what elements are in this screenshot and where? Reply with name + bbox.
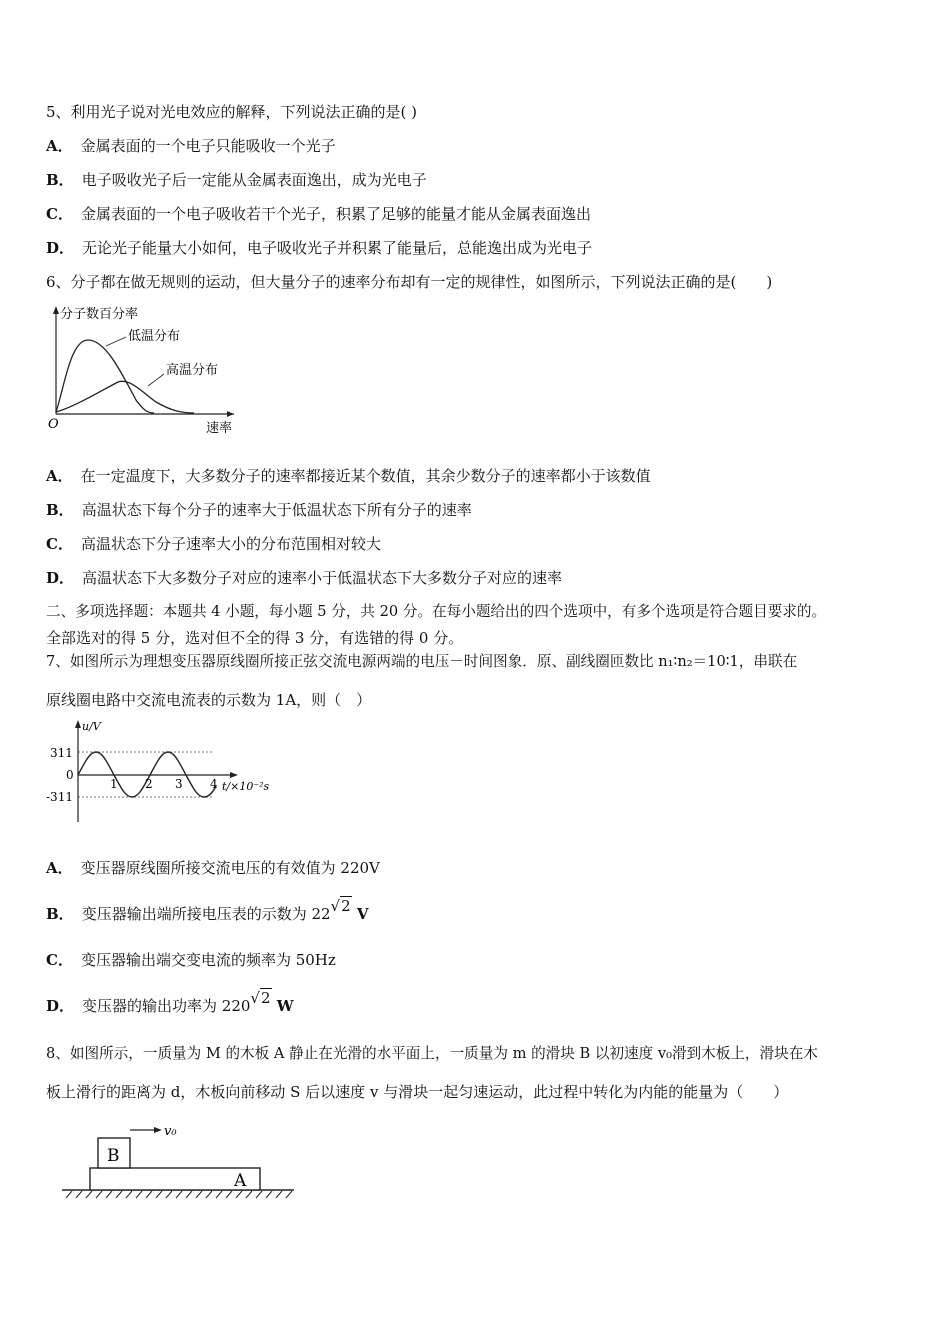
q6-speed-distribution-figure [44,304,244,438]
x-axis-arrow-icon [227,411,234,417]
option-text: 在一定温度下，大多数分子的速率都接近某个数值，其余少数分子的速率都小于该数值 [80,467,651,485]
y-axis-arrow-icon [53,306,59,314]
slider-b-label: B [107,1146,120,1166]
option-label: B． [46,905,74,923]
q7-stem-line2: 原线圈电路中交流电流表的示数为 1A，则（ ） [46,691,372,709]
q5-option-a[interactable] [46,136,336,156]
x-tick-3: 3 [175,777,183,791]
option-label: D． [46,997,75,1015]
option-unit: V [351,905,369,923]
q6-option-c[interactable] [46,534,381,554]
q7-option-c[interactable] [46,950,336,970]
q7-option-b[interactable] [46,897,369,924]
low-temp-pointer [106,337,126,346]
x-tick-4: 4 [210,777,218,791]
q5-option-b[interactable] [46,170,427,190]
x-axis-arrow-icon [230,772,238,778]
y-tick-positive: 311 [50,746,73,760]
x-tick-1: 1 [110,777,118,791]
option-text: 无论光子能量大小如何，电子吸收光子并积累了能量后，总能逸出成为光电子 [82,239,593,257]
high-temp-pointer [148,374,164,386]
x-axis-label: t/×10⁻²s [222,780,270,793]
option-text: 高温状态下每个分子的速率大于低温状态下所有分子的速率 [81,501,472,519]
velocity-label: v₀ [164,1124,177,1139]
x-tick-2: 2 [145,777,153,791]
option-text: 变压器输出端交变电流的频率为 50Hz [80,951,336,969]
low-temp-label: 低温分布 [128,329,181,344]
y-axis-label: u/V [82,720,101,733]
option-text: 变压器原线圈所接交流电压的有效值为 220V [80,859,380,877]
option-label: C． [46,951,73,969]
option-label: C． [46,535,73,553]
sqrt-symbol: √2 [250,989,271,1007]
option-text: 高温状态下分子速率大小的分布范围相对较大 [80,535,381,553]
q8-board-slider-figure [58,1118,298,1202]
section-heading-line1: 二、多项选择题：本题共 4 小题，每小题 5 分，共 20 分。在每小题给出的四个选项中，有多个选项是符合题目要求的。 [46,603,827,620]
y-tick-zero: 0 [66,768,74,782]
q5-stem: 5、利用光子说对光电效应的解释，下列说法正确的是( ) [46,103,418,121]
board-a-label: A [234,1171,247,1191]
radicand: 2 [260,989,271,1007]
q8-stem-line1: 8、如图所示，一质量为 M 的木板 A 静止在光滑的水平面上，一质量为 m 的滑块 B 以初速度 v₀滑到木板上，滑块在木 [46,1045,818,1062]
y-axis-arrow-icon [75,720,81,728]
q7-option-d[interactable] [46,989,294,1016]
q7-option-a[interactable] [46,858,380,878]
velocity-arrow-icon [154,1127,162,1133]
q6-option-a[interactable] [46,466,651,486]
q7-stem-line1: 7、如图所示为理想变压器原线圈所接正弦交流电源两端的电压－时间图象．原、副线圈匝数比 n₁∶n₂＝10∶1，串联在 [46,653,798,670]
q6-stem: 6、分子都在做无规则的运动，但大量分子的速率分布却有一定的规律性，如图所示，下列说法正确的是( ) [46,273,773,291]
option-text: 变压器输出端所接电压表的示数为 22 [81,905,331,923]
q8-stem-line2: 板上滑行的距离为 d，木板向前移动 S 后以速度 v 与滑块一起匀速运动，此过程中转化为内能的能量为（ ） [46,1083,789,1101]
q6-option-d[interactable] [46,568,562,588]
option-label: B． [46,171,74,189]
option-text: 金属表面的一个电子只能吸收一个光子 [80,137,336,155]
low-temp-curve [56,340,154,413]
option-text: 变压器的输出功率为 220 [82,997,251,1015]
option-label: D． [46,239,75,257]
origin-label: O [48,417,59,432]
x-axis-label: 速率 [206,421,233,436]
q7-voltage-time-figure [44,720,274,826]
option-label: C． [46,205,73,223]
option-label: A． [46,467,73,485]
section-heading-line2: 全部选对的得 5 分，选对但不全的得 3 分，有选错的得 0 分。 [46,629,464,647]
q6-option-b[interactable] [46,500,472,520]
high-temp-label: 高温分布 [166,363,219,378]
option-text: 金属表面的一个电子吸收若干个光子，积累了足够的能量才能从金属表面逸出 [80,205,591,223]
option-unit: W [271,997,294,1015]
option-label: B． [46,501,74,519]
option-label: A． [46,859,73,877]
option-text: 高温状态下大多数分子对应的速率小于低温状态下大多数分子对应的速率 [82,569,563,587]
y-tick-negative: -311 [46,790,73,804]
ground-hatching [66,1191,292,1198]
option-label: D． [46,569,75,587]
radicand: 2 [341,897,351,915]
q5-option-c[interactable] [46,204,591,224]
sqrt-symbol: √2 [330,897,351,915]
option-label: A． [46,137,73,155]
q5-option-d[interactable] [46,238,592,258]
option-text: 电子吸收光子后一定能从金属表面逸出，成为光电子 [81,171,427,189]
high-temp-curve [56,381,194,413]
y-axis-label: 分子数百分率 [60,307,139,322]
